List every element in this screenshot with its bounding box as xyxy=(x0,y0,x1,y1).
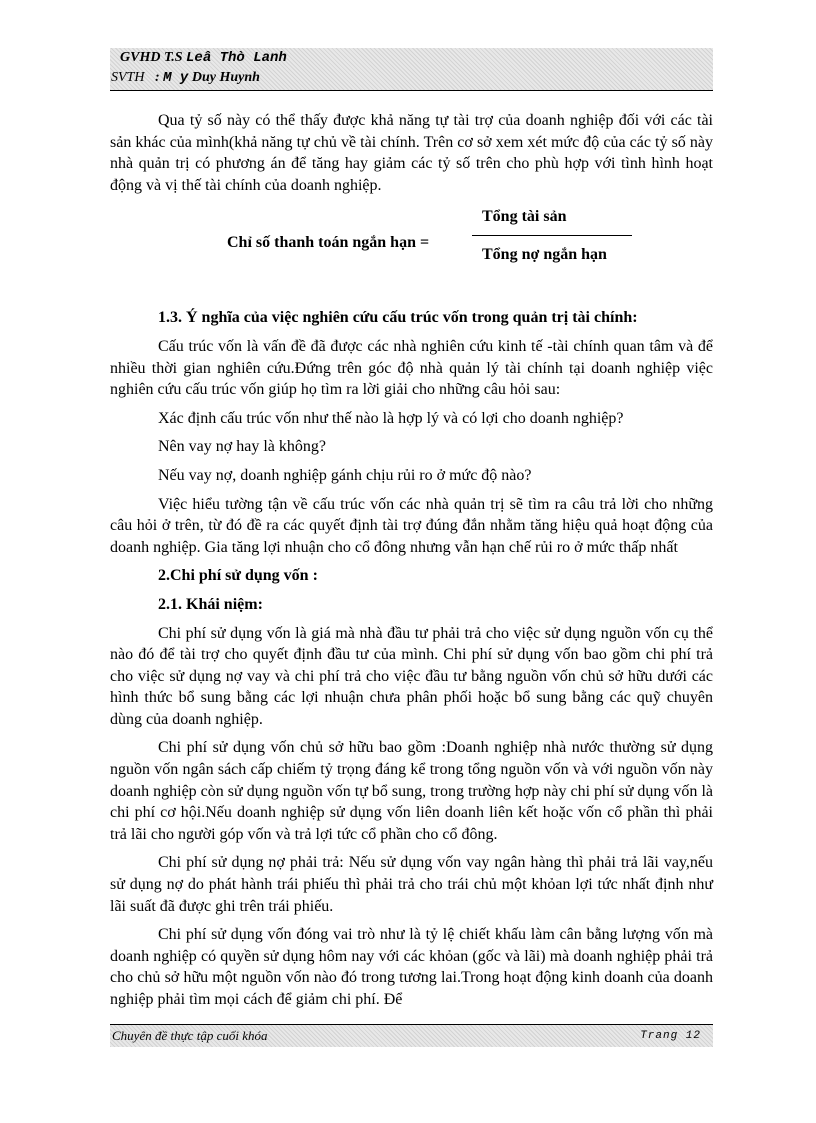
header-title: T.S xyxy=(163,50,183,65)
paragraph: Qua tỷ số này có thể thấy được khả năng tự tài trợ của doanh nghiệp đối với các tài sản khác của mình(khả năng tự chủ về tài chính. Trên cơ sở xem xét mức độ của các tỷ số này nhà quản trị có phương án để tăng hay giảm các tỷ số trên cho phù hợp với tình hình hoạt động và vị thế tài chính của doanh nghiệp. xyxy=(110,112,713,194)
section-heading: 2.Chi phí sử dụng vốn : xyxy=(158,567,318,585)
formula-lhs: Chỉ số thanh toán ngắn hạn = xyxy=(227,234,430,252)
paragraph: Việc hiểu tường tận về cấu trúc vốn các nhà quản trị sẽ tìm ra câu trả lời cho những câu hỏi ở trên, từ đó đề ra các quyết định tài trợ đúng đắn nhằm tăng hiệu quả hoạt động của doanh nghiệp. Gia tăng lợi nhuận cho cổ đông nhưng vẫn hạn chế rủi ro ở mức thấp nhất xyxy=(110,495,713,556)
paragraph: Chi phí sử dụng vốn đóng vai trò như là tỷ lệ chiết khấu làm cân bằng lượng vốn mà doanh nghiệp có quyền sử dụng hôm nay với các khỏan (gốc và lãi) mà doanh nghiệp phải trả cho chủ sở hữu một nguồn vốn nào đó trong tương lai.Trong hoạt động kinh doanh của doanh nghiệp phải tìm mọi cách để giảm chi phí. Để xyxy=(110,926,713,1008)
formula-denominator: Tổng nợ ngắn hạn xyxy=(482,246,607,264)
footer-title: Chuyên đề thực tập cuối khóa xyxy=(112,1028,268,1043)
subsection-heading: 2.1. Khái niệm: xyxy=(158,595,263,613)
paragraph: Chi phí sử dụng vốn là giá mà nhà đầu tư phải trả cho việc sử dụng nguồn vốn cụ thể nào đó để tài trợ cho quyết định đầu tư của mình. Chi phí sử dụng vốn bao gồm chi phí trả cho việc sử dụng nợ vay và chi phí trả cho việc đầu tư bằng nguồn vốn chủ sở hữu dưới các hình thức bổ sung bằng các lợi nhuận chưa phân phối hoặc bổ sung bằng các quỹ chuyên dùng của doanh nghiệp. xyxy=(110,624,713,728)
page-header xyxy=(110,48,713,91)
page-number: Trang 12 xyxy=(640,1030,701,1042)
header-supervisor xyxy=(120,50,287,66)
question: Nên vay nợ hay là không? xyxy=(158,438,326,456)
document-body xyxy=(110,110,713,1018)
header-student-name: Duy Huynh xyxy=(191,70,260,85)
question: Nếu vay nợ, doanh nghiệp gánh chịu rủi ro ở mức độ nào? xyxy=(158,466,532,484)
paragraph: Chi phí sử dụng nợ phải trả: Nếu sử dụng vốn vay ngân hàng thì phải trả lãi vay,nếu sử dụng nợ do phát hành trái phiếu thì phải trả cho trái chủ một khỏan lợi tức nhất định như lãi suất đã được ghi trên trái phiếu. xyxy=(110,854,713,915)
header-svth-label: SVTH xyxy=(111,70,145,85)
header-sep: : xyxy=(154,70,160,85)
header-supervisor-name: Leâ Thò Lanh xyxy=(186,50,287,66)
paragraph: Cấu trúc vốn là vấn đề đã được các nhà nghiên cứu kinh tế -tài chính quan tâm và để nhiều thời gian nghiên cứu.Đứng trên góc độ nhà quản lý tài chính tại doanh nghiệp việc nghiên cứu cấu trúc vốn giúp họ tìm ra lời giải cho những câu hỏi sau: xyxy=(110,337,713,399)
formula xyxy=(110,206,713,298)
fraction-bar xyxy=(472,235,632,236)
header-student-first: M y xyxy=(163,70,189,86)
formula-numerator: Tổng tài sản xyxy=(482,208,567,226)
header-gvhd-label: GVHD xyxy=(120,50,164,65)
page-footer xyxy=(110,1024,713,1047)
question: Xác định cấu trúc vốn như thế nào là hợp lý và có lợi cho doanh nghiệp? xyxy=(158,409,624,427)
header-student xyxy=(111,70,260,86)
section-heading: 1.3. Ý nghĩa của việc nghiên cứu cấu trúc vốn trong quản trị tài chính: xyxy=(158,309,638,327)
paragraph: Chi phí sử dụng vốn chủ sở hữu bao gồm :Doanh nghiệp nhà nước thường sử dụng nguồn vốn ngân sách cấp chiếm tỷ trọng đáng kể trong tổng nguồn vốn và với nguồn vốn này doanh nghiệp còn sử dụng nguồn vốn tự bổ sung, trong trường hợp này chi phí sử dụng vốn là chi phí cơ hội.Nếu doanh nghiệp sử dụng vốn liên doanh liên kết hoặc vốn cổ phần thì phải trả lãi cho người góp vốn và trả lợi tức cổ phần cho cổ đông. xyxy=(110,739,713,843)
